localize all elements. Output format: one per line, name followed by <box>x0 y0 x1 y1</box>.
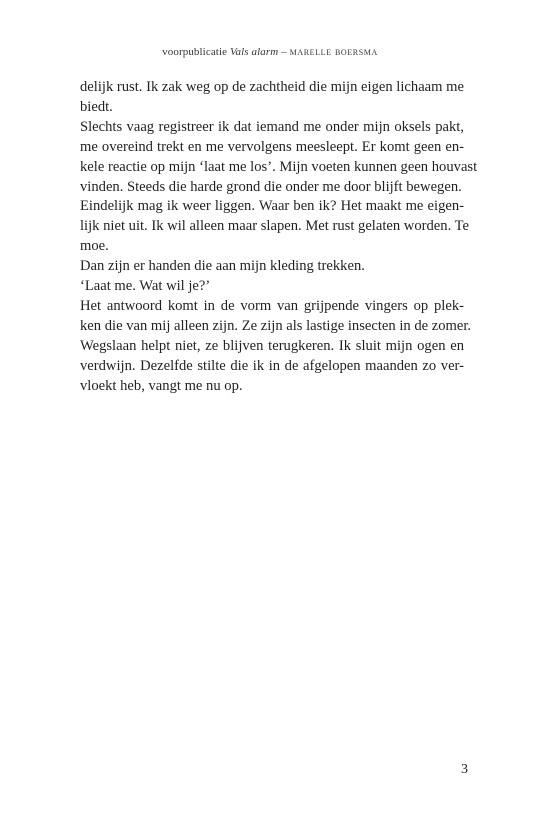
running-head <box>0 46 540 58</box>
running-head-separator: – <box>278 46 290 58</box>
text-line: Wegslaan helpt niet, ze blijven terugkeren. Ik sluit mijn ogen en <box>80 337 464 354</box>
paragraph <box>80 277 464 297</box>
text-line: Het antwoord komt in de vorm van grijpende vingers op plek- <box>80 297 464 314</box>
text-line: biedt. <box>80 98 113 115</box>
text-line: moe. <box>80 238 109 255</box>
text-line: vloekt heb, vangt me nu op. <box>80 377 243 394</box>
text-line: lijk niet uit. Ik wil alleen maar slapen. Met rust gelaten worden. Te <box>80 218 469 235</box>
text-line: Dan zijn er handen die aan mijn kleding trekken. <box>80 258 365 275</box>
author-name: marelle boersma <box>289 46 378 58</box>
text-line: Eindelijk mag ik weer liggen. Waar ben ik? Het maakt me eigen- <box>80 198 464 215</box>
body-text <box>80 78 478 397</box>
running-head-prefix: voorpublicatie <box>162 46 230 58</box>
text-line: vinden. Steeds die harde grond die onder me door blijft bewegen. <box>80 178 462 195</box>
text-line: kele reactie op mijn ‘laat me los’. Mijn voeten kunnen geen houvast <box>80 158 478 175</box>
text-line: Slechts vaag registreer ik dat iemand me onder mijn oksels pakt, <box>80 118 464 135</box>
text-line: ken die van mij alleen zijn. Ze zijn als lastige insecten in de zomer. <box>80 317 472 334</box>
paragraph <box>80 257 464 277</box>
book-title: Vals alarm <box>229 46 279 58</box>
text-line: me overeind trekt en me vervolgens meesleept. Er komt geen en- <box>80 138 464 155</box>
paragraph <box>80 197 469 257</box>
page-number: 3 <box>461 762 468 777</box>
text-line: delijk rust. Ik zak weg op de zachtheid die mijn eigen lichaam me <box>80 79 464 95</box>
paragraph <box>80 118 478 198</box>
paragraph <box>80 297 472 397</box>
text-line: ‘Laat me. Wat wil je?’ <box>80 278 211 295</box>
paragraph <box>80 78 464 118</box>
text-line: verdwijn. Dezelfde stilte die ik in de afgelopen maanden zo ver- <box>80 357 464 374</box>
